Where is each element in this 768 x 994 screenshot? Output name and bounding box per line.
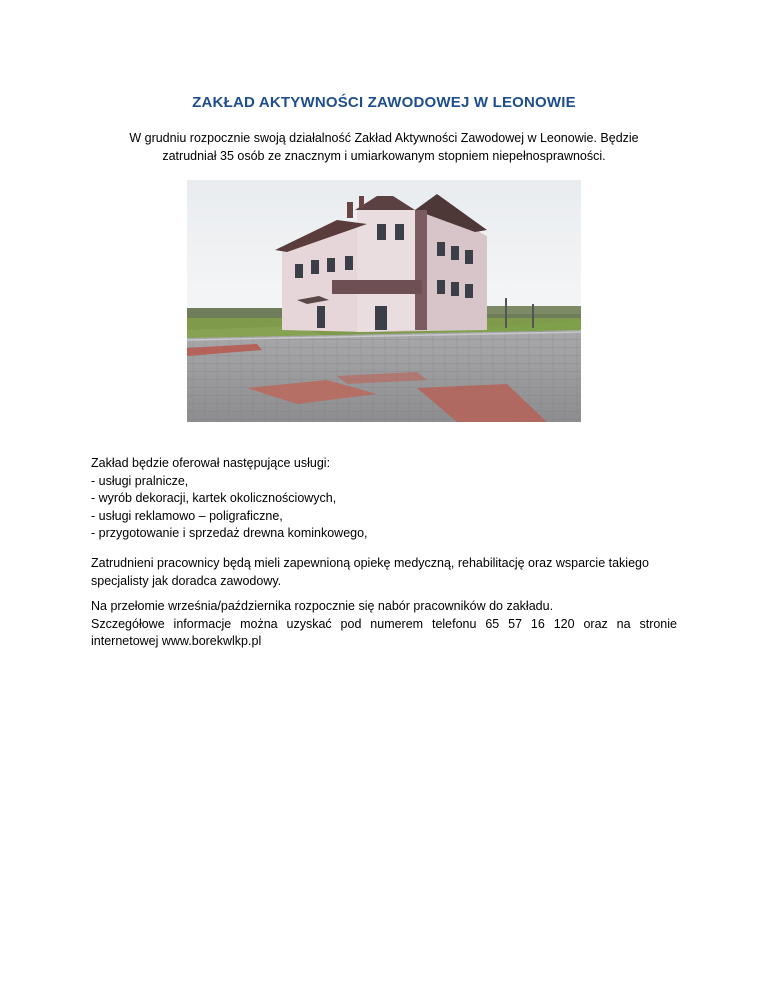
intro-line-1: W grudniu rozpocznie swoją działalność Zakład Aktywności Zawodowej w Leonowie. Będzie bbox=[129, 131, 639, 145]
building-photo bbox=[187, 180, 581, 422]
intro-paragraph bbox=[110, 129, 658, 165]
recruitment-line-1: Na przełomie września/października rozpocznie się nabór pracowników do zakładu. bbox=[91, 599, 554, 613]
recruitment-line-2: Szczegółowe informacje można uzyskać pod numerem telefonu 65 57 16 120 oraz na stronie internetowej www.borekwlkp.pl bbox=[91, 616, 677, 648]
page-title: ZAKŁAD AKTYWNOŚCI ZAWODOWEJ W LEONOWIE bbox=[192, 94, 576, 111]
employees-paragraph: Zatrudnieni pracownicy będą mieli zapewnioną opiekę medyczną, rehabilitację oraz wsparcie takiego specjalisty jak doradca zawodowy. bbox=[91, 556, 649, 588]
recruitment-section bbox=[91, 598, 677, 651]
service-item-decorations: - wyrób dekoracji, kartek okolicznościowych, bbox=[91, 491, 337, 505]
services-section bbox=[91, 455, 677, 543]
service-item-printing: - usługi reklamowo – poligraficzne, bbox=[91, 508, 283, 523]
intro-line-2: zatrudniał 35 osób ze znacznym i umiarkowanym stopniem niepełnosprawności. bbox=[162, 149, 606, 163]
service-item-firewood: - przygotowanie i sprzedaż drewna kominkowego, bbox=[91, 526, 368, 540]
services-heading: Zakład będzie oferował następujące usługi: bbox=[91, 456, 331, 470]
service-item-laundry: - usługi pralnicze, bbox=[91, 473, 189, 488]
